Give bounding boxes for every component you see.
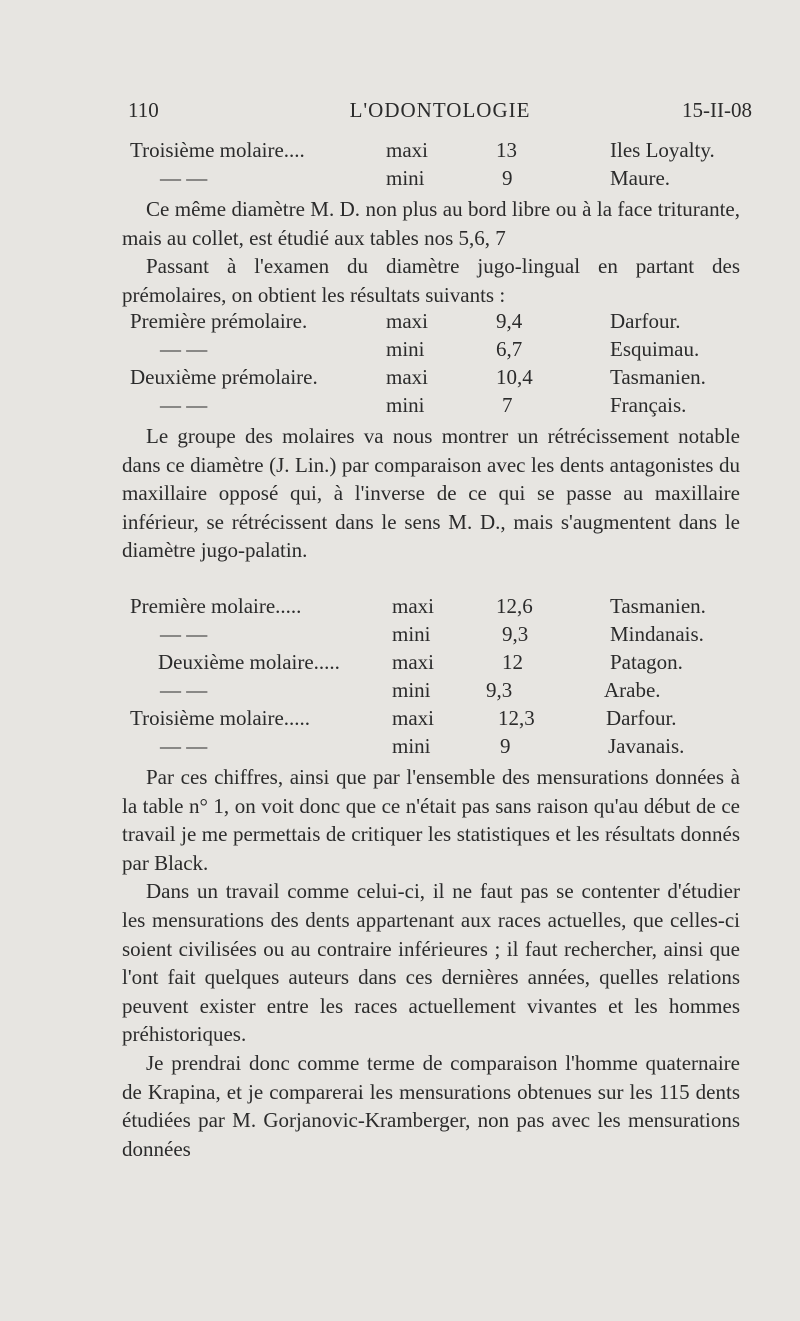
table-row xyxy=(130,138,750,166)
table-row xyxy=(130,337,750,365)
population: Javanais. xyxy=(608,734,685,758)
ditto-label: — — xyxy=(160,393,208,417)
mode-label: maxi xyxy=(386,138,428,162)
running-header xyxy=(128,98,752,128)
issue-date: 15-II-08 xyxy=(682,98,752,122)
population: Maure. xyxy=(610,166,671,190)
table-row xyxy=(130,166,750,194)
measure-value: 6,7 xyxy=(496,337,523,361)
paragraph-text: Le groupe des molaires va nous montrer un rétrécissement notable dans ce diamètre (J. Lin.) par comparaison avec les dents antagonistes du maxillaire opposé qui, à l'inverse de ce qui se passe au maxillaire inférieur, se rétrécissent dans le sens M. D., mais s'augmentent dans le diamètre jugo-palatin. xyxy=(122,424,740,563)
running-title: L'ODONTOLOGIE xyxy=(349,98,531,122)
table-row xyxy=(130,365,750,393)
population: Darfour. xyxy=(610,309,681,333)
table-row xyxy=(130,309,750,337)
paragraph-text: Je prendrai donc comme terme de comparaison l'homme quaternaire de Krapina, et je comparerai les mensurations obtenues sur les 115 dents étudiées par M. Gorjanovic-Kramberger, non pas avec les mensurations données xyxy=(122,1050,740,1161)
tooth-label: Deuxième molaire..... xyxy=(158,650,340,674)
table-row xyxy=(130,706,750,734)
mode-label: mini xyxy=(392,678,431,702)
population: Tasmanien. xyxy=(610,365,706,389)
table-row xyxy=(130,594,750,622)
table-row xyxy=(130,622,750,650)
table-row xyxy=(130,393,750,421)
tooth-label: Troisième molaire..... xyxy=(130,706,311,730)
tooth-label: Deuxième prémolaire. xyxy=(130,365,318,389)
measure-value: 9,3 xyxy=(486,678,513,702)
measure-value: 9,3 xyxy=(502,622,529,646)
paragraph-text: Ce même diamètre M. D. non plus au bord libre ou à la face triturante, mais au collet, est étudié aux tables nos 5,6, 7 xyxy=(122,197,740,250)
paragraph-text: Dans un travail comme celui-ci, il ne faut pas se contenter d'étudier les mensurations des dents appartenant aux races actuelles, que celles-ci soient civilisées ou au contraire inférieures ; il faut rechercher, ainsi que l'ont fait quelques auteurs dans ces dernières années, quelles relations peuvent exister entre les races actuellement vivantes et les hommes préhistoriques. xyxy=(122,879,740,1047)
population: Français. xyxy=(610,393,687,417)
paragraph xyxy=(122,422,740,565)
paragraph xyxy=(122,195,740,309)
population: Iles Loyalty. xyxy=(610,138,715,162)
mode-label: mini xyxy=(392,734,431,758)
measure-value: 9 xyxy=(500,734,511,758)
population: Darfour. xyxy=(606,706,677,730)
population: Tasmanien. xyxy=(610,594,706,618)
table-row xyxy=(130,734,750,762)
mode-label: maxi xyxy=(386,365,428,389)
mode-label: maxi xyxy=(392,650,434,674)
paragraph-text: Passant à l'examen du diamètre jugo-lingual en partant des prémolaires, on obtient les résultats suivants : xyxy=(122,254,740,307)
paragraph-text: Par ces chiffres, ainsi que par l'ensemble des mensurations données à la table n° 1, on voit donc que ce n'était pas sans raison qu'au début de ce travail je me permettais de critiquer les statistiques et les résultats donnés par Black. xyxy=(122,765,740,875)
paragraph xyxy=(122,763,740,1163)
population: Mindanais. xyxy=(610,622,704,646)
mode-label: maxi xyxy=(386,309,428,333)
mode-label: mini xyxy=(386,166,425,190)
measure-value: 12,6 xyxy=(496,594,533,618)
measure-value: 9 xyxy=(502,166,513,190)
ditto-label: — — xyxy=(160,166,208,190)
table-row xyxy=(130,650,750,678)
measure-value: 10,4 xyxy=(496,365,533,389)
mode-label: maxi xyxy=(392,706,434,730)
ditto-label: — — xyxy=(160,337,208,361)
table-row xyxy=(130,678,750,706)
ditto-label: — — xyxy=(160,734,208,758)
population: Patagon. xyxy=(610,650,683,674)
mode-label: maxi xyxy=(392,594,434,618)
ditto-label: — — xyxy=(160,622,208,646)
measure-value: 13 xyxy=(496,138,517,162)
measure-value: 7 xyxy=(502,393,513,417)
measure-value: 12 xyxy=(502,650,523,674)
tooth-label: Première molaire..... xyxy=(130,594,302,618)
measure-value: 12,3 xyxy=(498,706,535,730)
population: Esquimau. xyxy=(610,337,700,361)
ditto-label: — — xyxy=(160,678,208,702)
page-number: 110 xyxy=(128,98,159,122)
tooth-label: Troisième molaire.... xyxy=(130,138,305,162)
measure-value: 9,4 xyxy=(496,309,523,333)
mode-label: mini xyxy=(392,622,431,646)
mode-label: mini xyxy=(386,393,425,417)
population: Arabe. xyxy=(604,678,661,702)
tooth-label: Première prémolaire. xyxy=(130,309,308,333)
mode-label: mini xyxy=(386,337,425,361)
